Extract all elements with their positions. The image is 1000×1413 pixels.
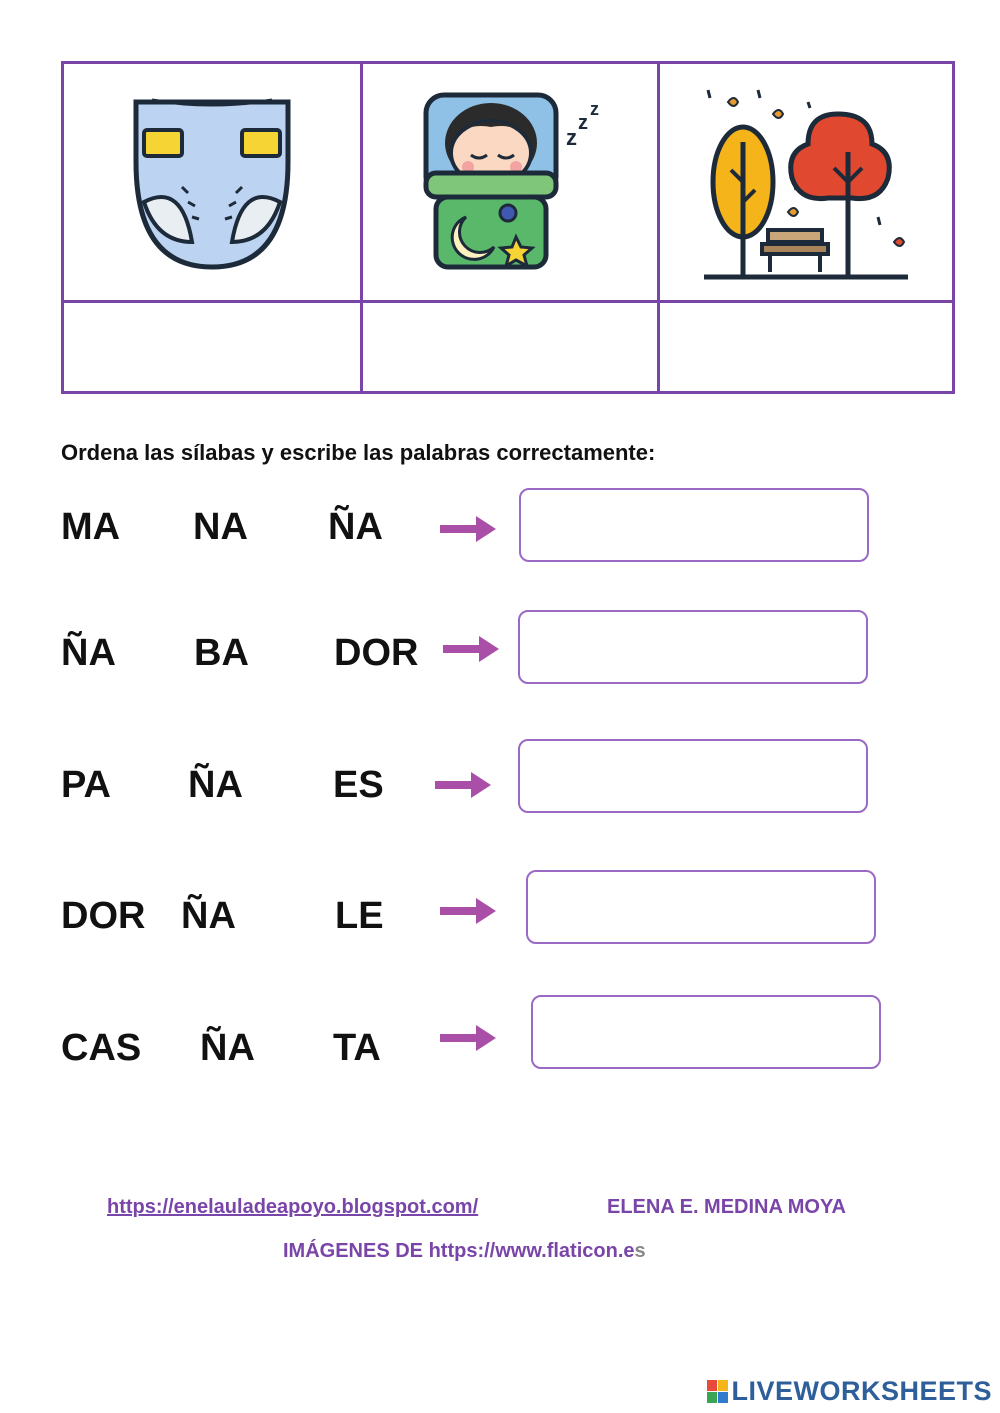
picture-table <box>61 61 955 394</box>
diaper-icon <box>122 92 302 272</box>
syllable: PA <box>61 764 111 806</box>
picture-cell-diaper <box>64 64 360 300</box>
arrow-right-icon <box>440 898 496 924</box>
answer-cell-1[interactable] <box>64 303 360 391</box>
svg-text:z: z <box>578 112 588 134</box>
svg-text:z: z <box>590 99 599 119</box>
blog-link[interactable]: https://enelauladeapoyo.blogspot.com/ <box>107 1196 479 1218</box>
syllable: MA <box>61 506 121 548</box>
sleeping-child-icon <box>416 87 606 277</box>
liveworksheets-logo <box>707 1376 992 1407</box>
answer-input[interactable] <box>518 739 868 813</box>
syllable: ÑA <box>328 506 383 548</box>
syllable: DOR <box>61 895 146 937</box>
brand-name: LIVEWORKSHEETS <box>731 1376 992 1406</box>
picture-cell-park <box>660 64 956 300</box>
syllable: NA <box>193 506 248 548</box>
picture-cell-sleeping <box>363 64 659 300</box>
answer-input[interactable] <box>519 488 869 562</box>
image-credits <box>283 1240 646 1263</box>
answer-input[interactable] <box>526 870 876 944</box>
arrow-right-icon <box>435 772 491 798</box>
credits-suffix: s <box>634 1240 646 1262</box>
exercise-row <box>0 739 1000 819</box>
syllable: ÑA <box>61 632 116 674</box>
syllable: ÑA <box>200 1027 255 1069</box>
syllable: ES <box>333 764 384 806</box>
syllable: LE <box>335 895 384 937</box>
answer-cell-2[interactable] <box>363 303 659 391</box>
syllable: TA <box>333 1027 381 1069</box>
autumn-park-icon <box>698 72 918 292</box>
answer-input[interactable] <box>518 610 868 684</box>
answer-cell-3[interactable] <box>660 303 956 391</box>
exercise-row <box>0 995 1000 1075</box>
svg-text:z: z <box>566 125 577 150</box>
author-name: ELENA E. MEDINA MOYA <box>607 1196 846 1218</box>
answer-input[interactable] <box>531 995 881 1069</box>
instruction-text: Ordena las sílabas y escribe las palabras correctamente: <box>61 440 656 465</box>
arrow-right-icon <box>440 516 496 542</box>
syllable: DOR <box>334 632 419 674</box>
exercise-row <box>0 488 1000 568</box>
footer-link-container <box>107 1196 478 1219</box>
arrow-right-icon <box>440 1025 496 1051</box>
syllable: ÑA <box>188 764 243 806</box>
syllable: CAS <box>61 1027 142 1069</box>
syllable: BA <box>194 632 249 674</box>
arrow-right-icon <box>443 636 499 662</box>
credits-text: IMÁGENES DE https://www.flaticon.e <box>283 1240 635 1262</box>
exercise-row <box>0 870 1000 950</box>
exercise-row <box>0 610 1000 690</box>
syllable: ÑA <box>181 895 236 937</box>
liveworksheets-logo-icon <box>707 1380 728 1403</box>
